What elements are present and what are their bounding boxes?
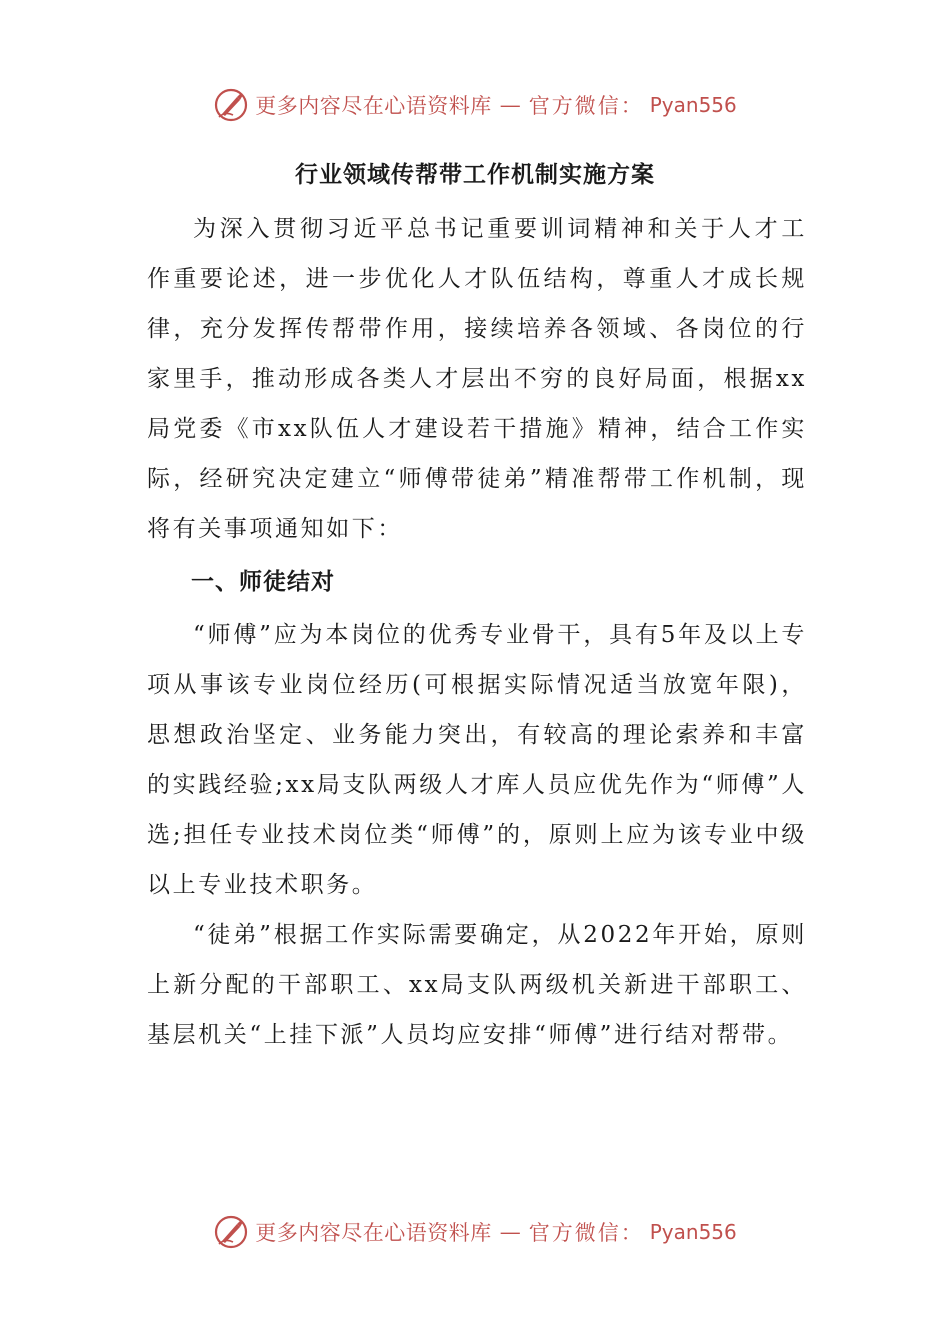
watermark-text: 更多内容尽在心语资料库 [255, 1221, 492, 1245]
watermark-dash: — [499, 1220, 521, 1244]
pen-logo-icon [213, 1214, 249, 1250]
section-heading: 一、师徒结对 [191, 569, 335, 595]
apprentice-requirements-paragraph: “徒弟”根据工作实际需要确定，从2022年开始，原则上新分配的干部职工、xx局支队两级机关新进干部职工、基层机关“上挂下派”人员均应安排“师傅”进行结对帮带。 [147, 922, 807, 1048]
master-requirements-paragraph: “师傅”应为本岗位的优秀专业骨干，具有5年及以上专项从事该专业岗位经历(可根据实际情况适当放宽年限)，思想政治坚定、业务能力突出，有较高的理论索养和丰富的实践经验;xx局支队两级人才库人员应优先作为“师傅”人选;担任专业技术岗位类“师傅”的，原则上应为该专业中级以上专业技术职务。 [147, 622, 807, 898]
watermark-label: 官方微信： [528, 94, 644, 118]
watermark-dash: — [499, 93, 521, 117]
watermark-footer [0, 1212, 950, 1252]
document-title: 行业领域传帮带工作机制实施方案 [295, 162, 655, 188]
document-body [147, 204, 807, 1060]
intro-paragraph: 为深入贯彻习近平总书记重要训词精神和关于人才工作重要论述，进一步优化人才队伍结构，尊重人才成长规律，充分发挥传帮带作用，接续培养各领域、各岗位的行家里手，推动形成各类人才层出不穷的良好局面，根据xx局党委《市xx队伍人才建设若干措施》精神，结合工作实际，经研究决定建立“师傅带徒弟”精准帮带工作机制，现将有关事项通知如下： [147, 216, 807, 542]
watermark-label: 官方微信： [528, 1221, 644, 1245]
watermark-text: 更多内容尽在心语资料库 [255, 94, 492, 118]
pen-logo-icon [213, 87, 249, 123]
watermark-header [0, 85, 950, 125]
watermark-id: Pyan556 [649, 1220, 737, 1244]
watermark-id: Pyan556 [649, 93, 737, 117]
